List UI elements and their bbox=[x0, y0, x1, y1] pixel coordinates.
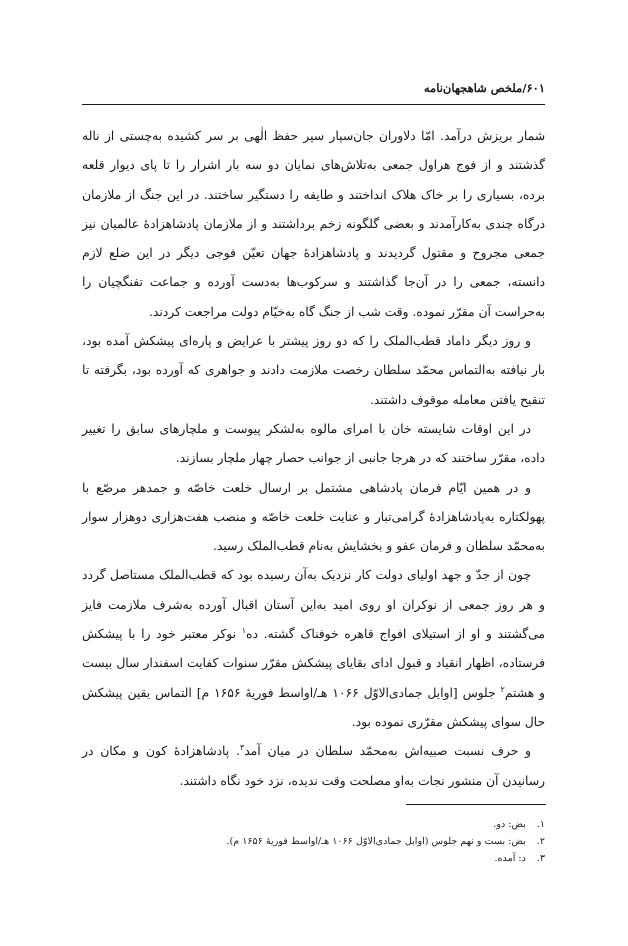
paragraph-5-text: چون از جدّ و جهد اولیای دولت کار نزدیک به‌آن رسیده بود که قطب‌الملک مستاصل گردد و هر روز جمعی از نوکران او روی امید به‌این آستان اقبال آورده به‌شرف ملازمت فایز می‌گشتند و او از استیلای افواج قاهره خوفناک گشته. ده bbox=[82, 568, 545, 642]
paragraph-5-text-cont: نوکر معتبر خود را با پیشکش فرستاده، اظهار انقیاد و قبول ادای بقایای پیشکش مقرّر سنوات کفایت اسفندار سال بیست و هشتم bbox=[82, 627, 545, 700]
footnote-1 bbox=[82, 816, 545, 833]
footnote-ref-1: ۱ bbox=[241, 625, 247, 635]
footnote-2 bbox=[82, 833, 545, 850]
paragraph-2: و روز دیگر داماد قطب‌الملک را که دو روز پیشتر با عرایض و پاره‌ای پیشکش آمده بود، بار نیافته به‌التماس محمّد سلطان رخصت ملازمت دادند و جواهری که آورده بود، بگرفته تا تنقیح یافتن معامله موقوف داشتند. bbox=[82, 334, 545, 407]
footnote-number: ۳. bbox=[536, 853, 545, 864]
header-divider bbox=[82, 104, 545, 105]
paragraph-5-text-cont2: جلوس [اوایل جمادی‌الاوّل ۱۰۶۶ هـ/اواسط فوریهٔ ۱۶۵۶ م] التماس یقین پیشکش حال bbox=[82, 685, 545, 729]
footnote-ref-2: ۲ bbox=[500, 684, 505, 694]
paragraph-6-text-cont: پادشاهزادهٔ کون و مکان در bbox=[82, 744, 230, 759]
paragraph-5 bbox=[82, 561, 545, 737]
paragraph-6-text-end: رسانیدن آن منشور نجات به‌او مصلحت وقت ندیده، نزد خود نگاه داشتند. bbox=[179, 773, 545, 788]
paragraph-3: در این اوقات شایسته خان با امرای مالوه به‌لشکر پیوست و ملچارهای سابق را تغییر داده، مقرّر ساختند که در هرجا جانبی از جوانب حصار چهار ملچار بسازند. bbox=[82, 421, 545, 466]
footnote-text: بض: بست و نهم جلوس (اوایل جمادی‌الاوّل ۱۰۶۶ هـ/اواسط فوریهٔ ۱۶۵۶ م). bbox=[226, 836, 526, 847]
footnote-number: ۱. bbox=[536, 819, 545, 830]
footnote-divider bbox=[406, 804, 546, 805]
footnote-text: بض: دو. bbox=[493, 819, 526, 830]
page-title: ۶۰۱/ملخص شاهجهان‌نامه bbox=[423, 81, 545, 95]
running-header bbox=[82, 80, 545, 96]
paragraph-5-text-end: سوای پیشکش مقرّری نموده بود. bbox=[351, 714, 521, 729]
paragraph-6: و حرف نسبت صبیه‌اش به‌محمّد سلطان در میان آمد$^۳$. پادشاهزادهٔ کون و مکان در رسانیدن آن منشور نجات به‌او مصلحت وقت ندیده، نزد خود نگاه داشتند. bbox=[82, 743, 545, 788]
paragraph-6-text: و حرف نسبت صبیه‌اش به‌محمّد سلطان در میان آمد bbox=[244, 744, 531, 759]
paragraph-1: شمار بریزش درآمد. امّا دلاوران جان‌سپار سپر حفظ الٰهی بر سر کشیده به‌چستی از ناله گذشتند و از فوج هراول جمعی به‌تلاش‌های نمایان دو سه بار اشرار را تا پای دیوار قلعه برده، بسیاری را بر خاک هلاک انداختند و طایفه را دستگیر ساختند. در این جنگ از ملازمان درگاه چندی به‌کارآمدند و بعضی گلگونه زخم برداشتند و از ملازمان پادشاهزادهٔ عالمیان نیز جمعی مجروح و مقتول گردیدند و پادشاهزادهٔ جهان تعیّن فوجی دیگر در این ضلع لازم دانسته، جمعی را در آن‌جا گذاشتند و سرکوب‌ها به‌دست آورده و جماعت تفنگچیان را به‌حراست آن مقرّر نموده. وقت شب از جنگ گاه به‌خیّام دولت مراجعت کردند. bbox=[82, 129, 545, 319]
footnote-3 bbox=[82, 850, 545, 867]
footnotes bbox=[82, 816, 545, 867]
footnote-number: ۲. bbox=[536, 836, 545, 847]
main-text bbox=[82, 122, 545, 796]
paragraph-4: و در همین ایّام فرمان پادشاهی مشتمل بر ارسال خلعت خاصّه و جمدهر مرصّع با پهولکتاره به‌پادشاهزادهٔ گرامی‌تبار و عنایت خلعت خاصّه و منصب هفت‌هزاری دوهزار سوار به‌محمّد سلطان و فرمان عفو و بخشایش به‌نام قطب‌الملک رسید. bbox=[82, 480, 545, 554]
footnote-ref-3: ۳ bbox=[239, 743, 245, 753]
footnote-text: د: آمده. bbox=[494, 853, 526, 864]
